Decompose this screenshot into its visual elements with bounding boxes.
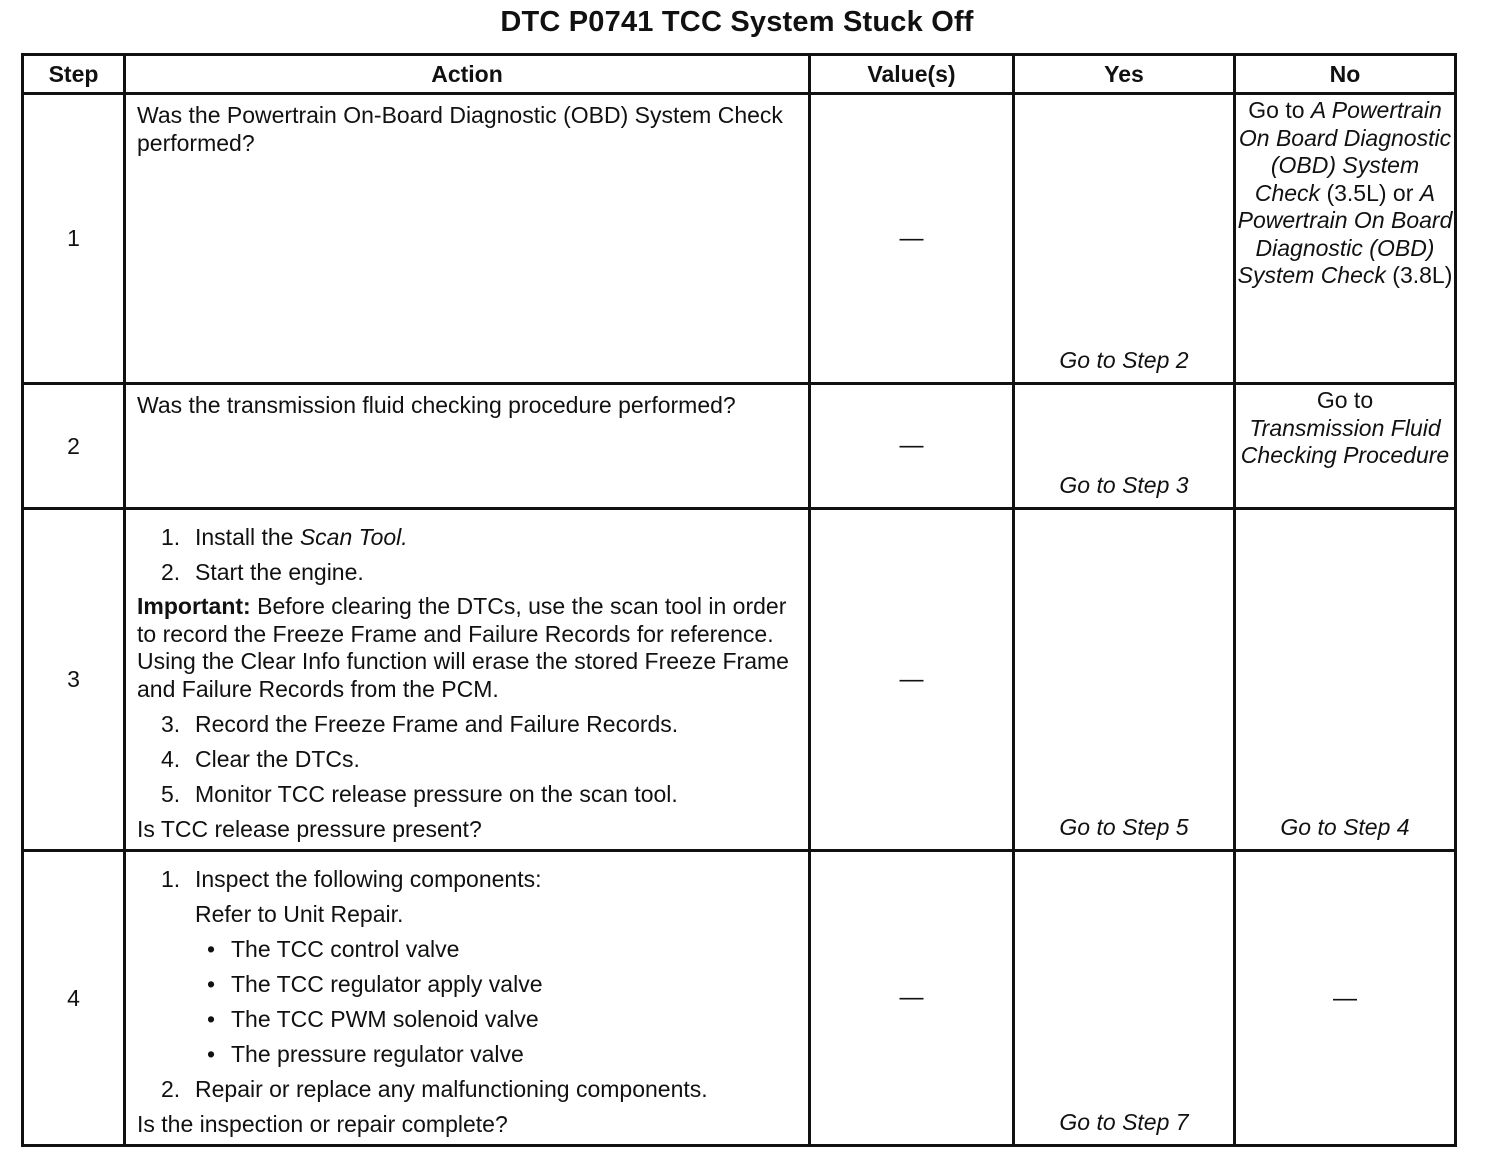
bullet-icon: • xyxy=(207,1041,216,1067)
no-suffix-38: (3.8L) xyxy=(1385,262,1453,288)
step-index: 3. xyxy=(161,711,181,737)
component-item xyxy=(137,1040,798,1068)
header-action: Action xyxy=(125,55,810,94)
action-question: Is TCC release pressure present? xyxy=(137,816,482,842)
yes-cell xyxy=(1014,509,1235,851)
step-text: Start the engine. xyxy=(195,559,364,585)
action-step xyxy=(137,745,798,773)
yes-link[interactable]: Go to Step 2 xyxy=(1059,347,1189,373)
step-text: Monitor TCC release pressure on the scan tool. xyxy=(195,781,678,807)
no-prefix: Go to xyxy=(1316,387,1374,413)
no-prefix: Go to xyxy=(1248,97,1311,123)
no-cell xyxy=(1235,94,1456,384)
no-link[interactable]: Go to Step 4 xyxy=(1280,813,1410,840)
component-item xyxy=(137,1005,798,1033)
diagnostic-table xyxy=(21,53,1457,1147)
component-item xyxy=(137,970,798,998)
step-index: 1. xyxy=(161,866,181,892)
no-cell xyxy=(1235,384,1456,509)
scan-tool-link[interactable]: Scan Tool. xyxy=(299,524,408,550)
action-step xyxy=(137,558,798,586)
action-cell xyxy=(125,94,810,384)
action-steps xyxy=(137,865,798,893)
bullet-icon: • xyxy=(207,1006,216,1032)
yes-cell xyxy=(1014,851,1235,1146)
component-text: The pressure regulator valve xyxy=(231,1041,524,1067)
action-step xyxy=(137,865,798,893)
action-step xyxy=(137,780,798,808)
action-cell xyxy=(125,384,810,509)
value-cell xyxy=(810,94,1014,384)
no-link-fluid-procedure[interactable]: Transmission Fluid Checking Procedure xyxy=(1240,414,1450,468)
header-step: Step xyxy=(23,55,125,94)
component-text: The TCC PWM solenoid valve xyxy=(231,1006,539,1032)
yes-link[interactable]: Go to Step 5 xyxy=(1059,814,1189,840)
action-steps xyxy=(137,523,798,586)
action-question: Is the inspection or repair complete? xyxy=(137,1111,508,1137)
no-dash: — xyxy=(1333,985,1357,1013)
value-dash: — xyxy=(899,665,924,693)
no-cell xyxy=(1235,509,1456,851)
action-text: Was the Powertrain On-Board Diagnostic (OBD) System Check performed? xyxy=(137,102,783,156)
step-number: 1 xyxy=(23,94,125,384)
action-step xyxy=(137,1075,798,1103)
step-text: Repair or replace any malfunctioning components. xyxy=(195,1076,708,1102)
no-suffix-35: (3.5L) or xyxy=(1320,179,1420,206)
important-note xyxy=(137,593,798,703)
no-cell xyxy=(1235,851,1456,1146)
action-text: Was the transmission fluid checking procedure performed? xyxy=(137,392,736,418)
step-text: Clear the DTCs. xyxy=(195,746,360,772)
yes-cell xyxy=(1014,384,1235,509)
action-steps xyxy=(137,1075,798,1103)
value-dash: — xyxy=(899,984,924,1011)
component-text: The TCC regulator apply valve xyxy=(231,971,543,997)
table-row xyxy=(23,384,1456,509)
step-text: Record the Freeze Frame and Failure Records. xyxy=(195,711,679,737)
step-index: 5. xyxy=(161,781,181,807)
important-label: Important: xyxy=(137,593,251,619)
important-text: Before clearing the DTCs, use the scan tool in order to record the Freeze Frame and Failure Records for reference. Using the Clear Info function will erase the stored Freeze Frame and Failure Records from the PCM. xyxy=(137,593,789,702)
table-row xyxy=(23,94,1456,384)
component-list xyxy=(137,935,798,1068)
action-steps xyxy=(137,710,798,808)
step-index: 2. xyxy=(161,1076,181,1102)
table-row xyxy=(23,509,1456,851)
step-text: Install the xyxy=(195,524,300,550)
step-index: 4. xyxy=(161,746,181,772)
yes-link[interactable]: Go to Step 3 xyxy=(1059,472,1189,498)
step-text: Inspect the following components: xyxy=(195,866,542,892)
header-no: No xyxy=(1235,55,1456,94)
action-step xyxy=(137,523,798,551)
step-index: 2. xyxy=(161,559,181,585)
component-item xyxy=(137,935,798,963)
value-cell xyxy=(810,509,1014,851)
step-index: 1. xyxy=(161,524,181,550)
value-cell xyxy=(810,384,1014,509)
step-number: 2 xyxy=(23,384,125,509)
yes-link[interactable]: Go to Step 7 xyxy=(1059,1109,1189,1135)
no-link-obd-35[interactable]: A Powertrain On Board Diagnostic (OBD) System Check xyxy=(1238,97,1452,206)
action-cell xyxy=(125,851,810,1146)
bullet-icon: • xyxy=(207,971,216,997)
action-step xyxy=(137,710,798,738)
no-link-obd-38[interactable]: A Powertrain On Board Diagnostic (OBD) System Check xyxy=(1237,179,1453,288)
header-values: Value(s) xyxy=(810,55,1014,94)
bullet-icon: • xyxy=(207,936,216,962)
value-cell xyxy=(810,851,1014,1146)
document-title: DTC P0741 TCC System Stuck Off xyxy=(500,6,974,38)
value-dash: — xyxy=(899,224,924,252)
action-cell xyxy=(125,509,810,851)
yes-cell xyxy=(1014,94,1235,384)
component-text: The TCC control valve xyxy=(231,936,460,962)
value-dash: — xyxy=(899,432,924,459)
refer-text: Refer to Unit Repair. xyxy=(195,901,404,927)
header-row xyxy=(23,55,1456,94)
step-number: 3 xyxy=(23,509,125,851)
header-yes: Yes xyxy=(1014,55,1235,94)
table-row xyxy=(23,851,1456,1146)
step-number: 4 xyxy=(23,851,125,1146)
